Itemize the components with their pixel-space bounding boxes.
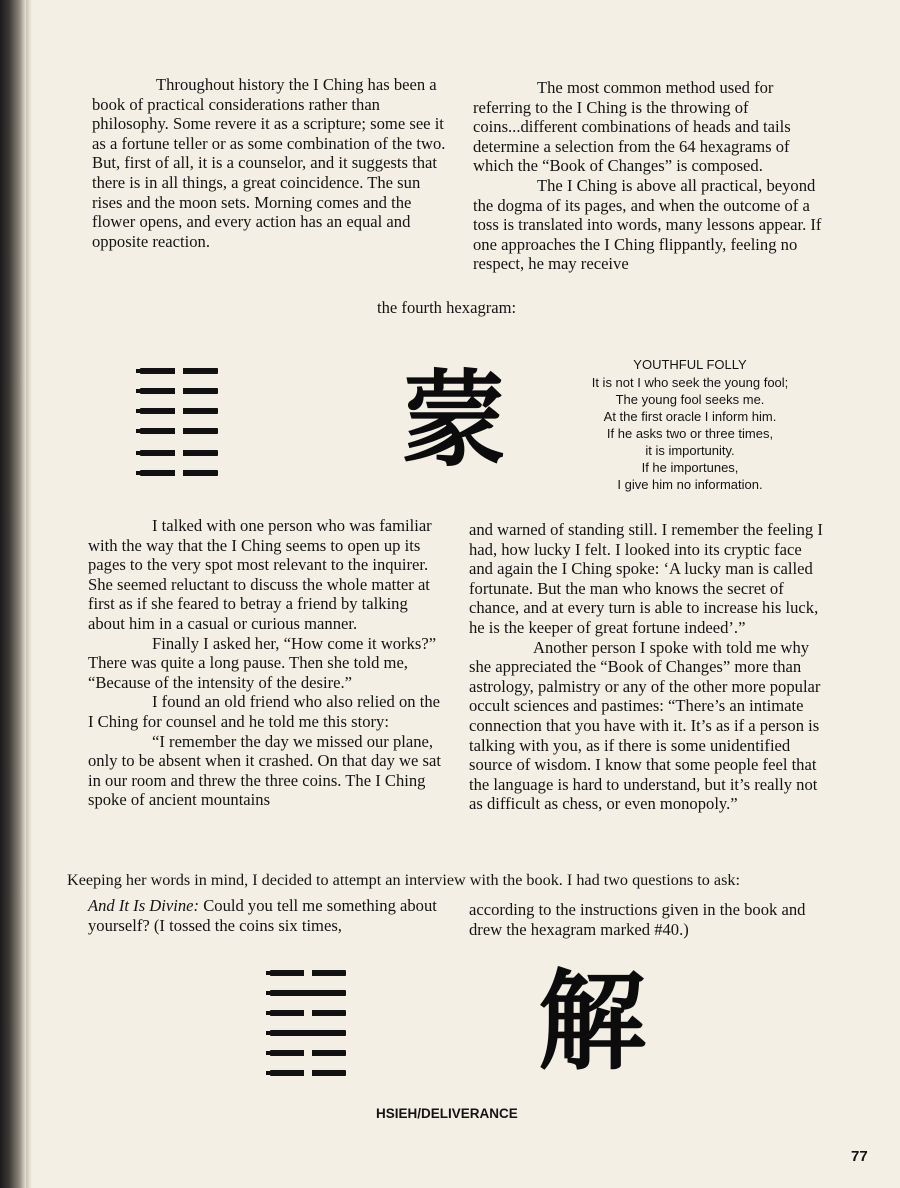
- fourth-hexagram-line: the fourth hexagram:: [377, 298, 517, 317]
- poem-line: If he importunes,: [641, 460, 739, 475]
- page-number: 77: [851, 1148, 868, 1165]
- story-left-paragraph-3: I found an old friend who also relied on the I Ching for counsel and he told me this story:: [88, 692, 441, 731]
- hexagram-line: [270, 1030, 346, 1036]
- intro-left-column: [92, 75, 448, 251]
- poem-line: it is importunity.: [645, 443, 735, 458]
- poem-line: I give him no information.: [617, 477, 763, 492]
- question-label: And It Is Divine:: [88, 896, 200, 915]
- story-right-column: [469, 520, 827, 814]
- hexagram-line: [270, 990, 346, 996]
- hexagram-line: [140, 368, 218, 374]
- question-right-column: [469, 900, 827, 939]
- story-right-paragraph-2: Another person I spoke with told me why she appreciated the “Book of Changes” more than astrology, palmistry or any of the other more popular occult sciences and pastimes: “There’s an intimate connection that you have with it. It’s as if a person is talking with you, as if there is some unidentified source of wisdom. I know that some people feel that the language is hard to understand, but it’s really not as difficult as chess, or even monopoly.”: [469, 637, 821, 814]
- hexagram-line: [140, 428, 218, 434]
- hexagram-line: [140, 470, 218, 476]
- hexagram-40-caption: HSIEH/DELIVERANCE: [376, 1106, 518, 1121]
- interview-line: Keeping her words in mind, I decided to attempt an interview with the book. I had two questions to ask:: [67, 871, 740, 889]
- poem-line: If he asks two or three times,: [606, 426, 774, 441]
- intro-right-column: [473, 78, 827, 274]
- intro-right-paragraph-2: The I Ching is above all practical, beyond the dogma of its pages, and when the outcome of a toss is translated into words, many lessons appear. If one approaches the I Ching flippantly, feeling no respect, he may receive: [473, 175, 822, 274]
- hexagram-4-character: 蒙: [402, 358, 507, 481]
- poem-line: At the first oracle I inform him.: [603, 409, 777, 424]
- story-left-paragraph-4: “I remember the day we missed our plane, only to be absent when it crashed. On that day we sat in our room and threw the three coins. The I Ching spoke of ancient mountains: [88, 731, 441, 810]
- story-right-paragraph-1: and warned of standing still. I remember the feeling I had, how lucky I felt. I looked into its cryptic face and again the I Ching spoke: ‘A lucky man is called fortunate. But the man who knows the secret of chance, and at every turn is able to increase his luck, he is the keeper of great fortune indeed’.”: [469, 520, 823, 637]
- question-text: Could you tell me something about yourself? (I tossed the coins six times,: [88, 896, 437, 935]
- hexagram-4-figure: [140, 368, 218, 480]
- hexagram-line: [270, 1010, 346, 1016]
- hexagram-line: [270, 1050, 346, 1056]
- hexagram-line: [140, 388, 218, 394]
- question-left-column: [88, 896, 444, 935]
- poem-title: YOUTHFUL FOLLY: [633, 357, 747, 372]
- intro-left-paragraph: Throughout history the I Ching has been a book of practical considerations rather than philosophy. Some revere it as a scripture; some see it as a fortune teller or as some combination of the two. But, first of all, it is a counselor, and it suggests that there is in all things, a great coincidence. The sun rises and the moon sets. Morning comes and the flower opens, and every action has an equal and opposite reaction.: [92, 75, 446, 251]
- story-left-paragraph-1: I talked with one person who was familiar with the way that the I Ching seems to open up its pages to the very spot most relevant to the inquirer. She seemed reluctant to discuss the whole matter at first as if she feared to betray a friend by talking about him in a casual or curious manner.: [88, 516, 432, 633]
- poem-line: It is not I who seek the young fool;: [591, 375, 789, 390]
- question-right-paragraph: according to the instructions given in the book and drew the hexagram marked #40.): [469, 900, 806, 939]
- hexagram-40-figure: [270, 970, 346, 1076]
- book-spine-shadow: [0, 0, 26, 1188]
- poem-line: The young fool seeks me.: [615, 392, 765, 407]
- question-paragraph: [88, 896, 444, 935]
- hexagram-line: [270, 1070, 346, 1076]
- hexagram-line: [270, 970, 346, 976]
- page-edge: [26, 0, 32, 1188]
- story-left-paragraph-2: Finally I asked her, “How come it works?” There was quite a long pause. Then she told me, “Because of the intensity of the desire.”: [88, 633, 437, 692]
- story-left-column: [88, 516, 444, 810]
- hexagram-line: [140, 408, 218, 414]
- hexagram-40-character: 解: [538, 959, 647, 1085]
- hexagram-line: [140, 450, 218, 456]
- youthful-folly-poem: [560, 356, 820, 493]
- intro-right-paragraph-1: The most common method used for referring to the I Ching is the throwing of coins...different combinations of heads and tails determine a selection from the 64 hexagrams of which the “Book of Changes” is composed.: [473, 78, 791, 176]
